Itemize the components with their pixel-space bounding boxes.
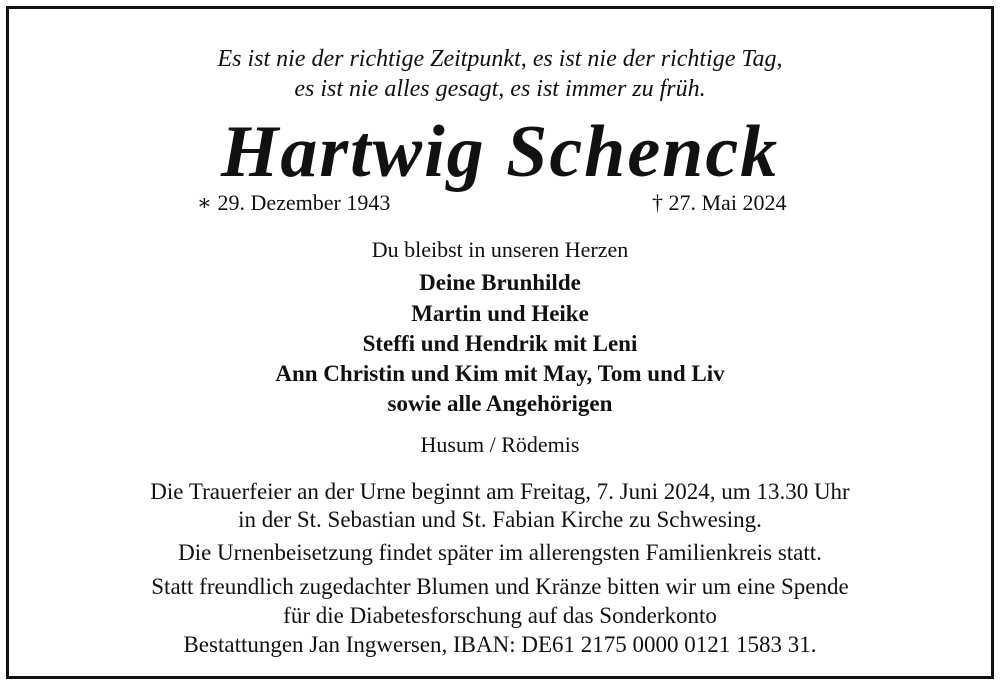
farewell-text: Du bleibst in unseren Herzen [371,237,629,262]
burial-text: Die Urnenbeisetzung findet später im allerengsten Familienkreis statt. [178,540,822,565]
location-text: Husum / Rödemis [420,432,580,457]
donation-line-1: Statt freundlich zugedachter Blumen und Kränze bitten wir um eine Spende [151,574,849,599]
donation-line-3: Bestattungen Jan Ingwersen, IBAN: DE61 2175 0000 0121 1583 31. [183,632,817,657]
deceased-name: Hartwig Schenck [220,111,780,193]
mourner-line: Steffi und Hendrik mit Leni [362,331,638,356]
death-date: † 27. Mai 2024 [652,190,787,215]
birth-date: ∗ 29. Dezember 1943 [197,190,391,215]
donation-line-2: für die Diabetesforschung auf das Sonderkonto [283,603,717,628]
ceremony-line-1: Die Trauerfeier an der Urne beginnt am Freitag, 7. Juni 2024, um 13.30 Uhr [150,479,850,504]
mourner-line: sowie alle Angehörigen [387,391,613,416]
mourner-line: Deine Brunhilde [419,270,581,295]
mourner-line: Martin und Heike [411,301,589,326]
quote-line-1: Es ist nie der richtige Zeitpunkt, es ist nie der richtige Tag, [217,46,783,72]
mourner-line: Ann Christin und Kim mit May, Tom und Liv [275,361,725,386]
ceremony-line-2: in der St. Sebastian und St. Fabian Kirche zu Schwesing. [238,507,762,532]
quote-line-2: es ist nie alles gesagt, es ist immer zu früh. [294,76,706,102]
